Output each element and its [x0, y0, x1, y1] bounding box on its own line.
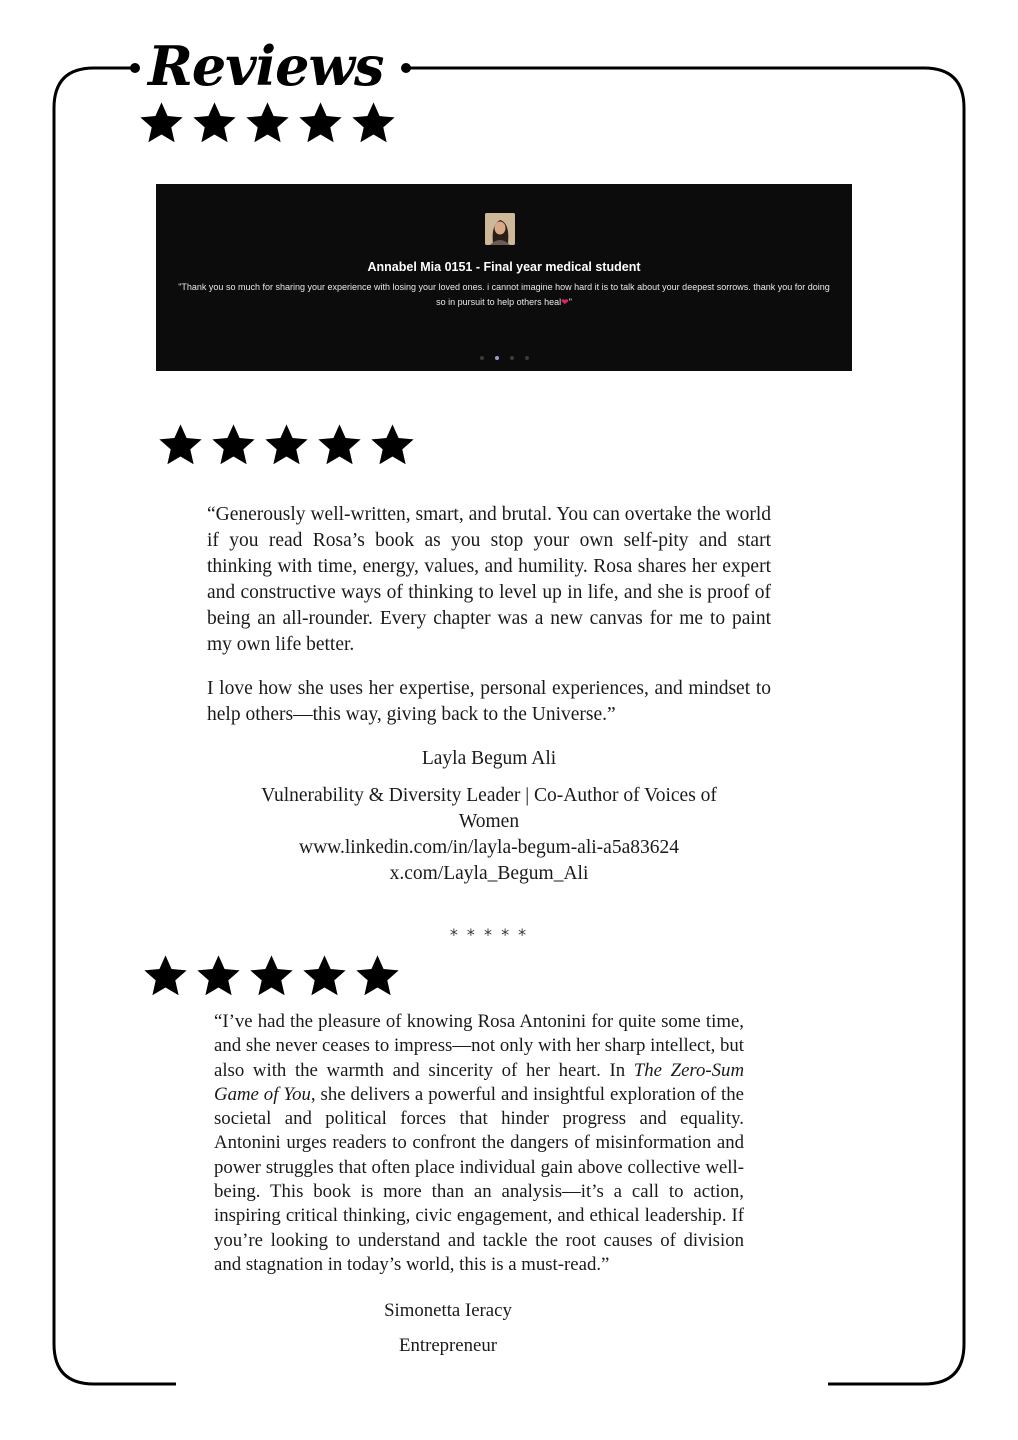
avatar: [485, 213, 515, 245]
star-icon: [316, 422, 363, 469]
reviewer-name: Layla Begum Ali: [421, 748, 557, 769]
page-title: Reviews: [148, 34, 384, 98]
star-icon: [244, 100, 291, 147]
star-icon: [138, 100, 185, 147]
carousel-quote-end: ": [568, 297, 572, 307]
star-icon: [210, 422, 257, 469]
review-paragraph: I love how she uses her expertise, personal experiences, and mindset to help others—this way, giving back to the Universe.”: [207, 678, 771, 725]
review-paragraph: [214, 1010, 744, 1277]
review1-star-rating: [157, 422, 416, 469]
carousel-quote-text: "Thank you so much for sharing your experience with losing your loved ones. i cannot imagine how hard it is to talk about your deepest sorrows. thank you for doing so in pursuit to help others heal: [178, 282, 830, 307]
reviewer-name: Simonetta Ieracy: [384, 1300, 512, 1322]
carousel-pagination: [156, 356, 852, 360]
review-text: “I’ve had the pleasure of knowing Rosa Antonini for quite some time, and she never ceases to impress—not only with her sharp intellect, but also with the warmth and sincerity of her heart. In: [214, 1011, 744, 1081]
star-icon: [191, 100, 238, 147]
review-text: , she delivers a powerful and insightful exploration of the societal and political forces that hinder progress and equality. Antonini urges readers to confront the dangers of misinformation and power struggles that often place individual gain above collective well-being. This book is more than an analysis—it’s a call to action, inspiring critical thinking, civic engagement, and ethical leadership. If you’re looking to understand and tackle the root causes of division and stagnation in today’s world, this is a must-read.”: [214, 1083, 744, 1275]
review-simonetta: [214, 1010, 744, 1358]
star-icon: [354, 953, 401, 1000]
carousel-dot-1[interactable]: [480, 356, 484, 360]
star-icon: [263, 422, 310, 469]
testimonial-carousel[interactable]: [156, 184, 852, 371]
reviewer-x-handle[interactable]: x.com/Layla_Begum_Ali: [389, 863, 589, 884]
reviewer-title: Entrepreneur: [398, 1334, 498, 1356]
carousel-dot-4[interactable]: [525, 356, 529, 360]
reviewer-title: Vulnerability & Diversity Leader | Co-Author of Voices of Women: [261, 785, 717, 832]
reviewer-linkedin[interactable]: www.linkedin.com/in/layla-begum-ali-a5a83624: [299, 837, 679, 858]
review2-star-rating: [142, 953, 401, 1000]
star-icon: [142, 953, 189, 1000]
book-title: The Zero-Sum Game of You: [214, 1059, 745, 1105]
star-icon: [248, 953, 295, 1000]
star-icon: [369, 422, 416, 469]
star-icon: [301, 953, 348, 1000]
top-star-rating: [138, 100, 397, 147]
carousel-dot-3[interactable]: [510, 356, 514, 360]
star-icon: [157, 422, 204, 469]
star-icon: [297, 100, 344, 147]
review-paragraph: “Generously well-written, smart, and brutal. You can overtake the world if you read Rosa’s book as you stop your own self-pity and start thinking with time, energy, values, and humility. Rosa shares her expert and constructive ways of thinking to level up in life, and she is proof of being an all-rounder. Every chapter was a new canvas for me to paint my own life better.: [207, 504, 771, 655]
carousel-dot-2[interactable]: [495, 356, 499, 360]
carousel-quote: [176, 280, 832, 310]
heart-icon: ❤: [561, 297, 569, 307]
star-icon: [350, 100, 397, 147]
carousel-reviewer-name: Annabel Mia 0151 - Final year medical student: [367, 260, 641, 274]
section-separator: * * * * *: [449, 925, 529, 944]
review-layla: [207, 502, 771, 887]
star-icon: [195, 953, 242, 1000]
